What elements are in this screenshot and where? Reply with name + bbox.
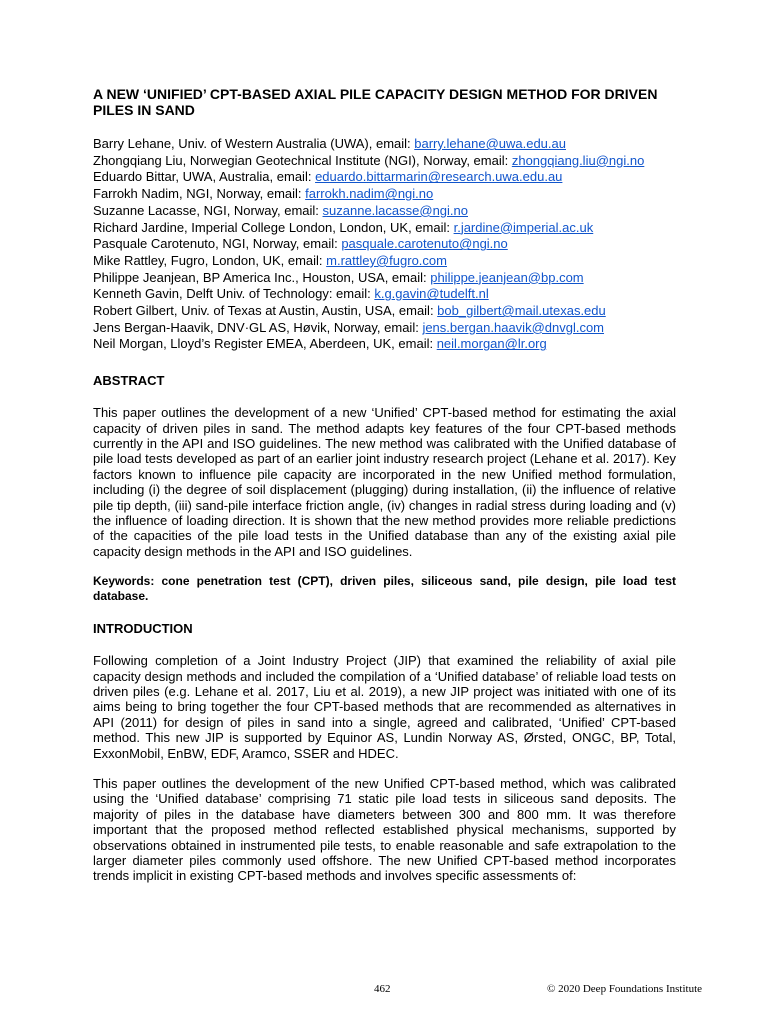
author-line <box>93 169 676 186</box>
author-affiliation: Kenneth Gavin, Delft Univ. of Technology: email: <box>93 286 375 302</box>
author-line <box>93 236 676 253</box>
introduction-paragraph: Following completion of a Joint Industry Project (JIP) that examined the reliability of axial pile capacity design methods and included the compilation of a ‘Unified database’ of reliable load tests on driven piles (e.g. Lehane et al. 2017, Liu et al. 2019), a new JIP project was initiated with one of its aims being to bring together the four CPT-based methods that are recommended as alternatives in API (2011) for design of piles in sand into a single, agreed and calibrated, ‘Unified’ CPT-based method. This new JIP is supported by Equinor AS, Lundin Norway AS, Ørsted, ONGC, BP, Total, ExxonMobil, EnBW, EDF, Aramco, SSER and HDEC. <box>93 653 676 761</box>
author-email-link[interactable]: neil.morgan@lr.org <box>436 336 547 352</box>
author-line <box>93 270 676 287</box>
abstract-text: This paper outlines the development of a new ‘Unified’ CPT-based method for estimating the axial capacity of driven piles in sand. The method adapts key features of the four CPT-based methods currently in the API and ISO guidelines. The new method was calibrated with the Unified database of pile load tests developed as part of an earlier joint industry research project (Lehane et al. 2017). Key factors known to influence pile capacity are incorporated in the new Unified method formulation, including (i) the degree of soil displacement (plugging) during installation, (ii) the influence of relative pile tip depth, (iii) sand-pile interface friction angle, (iv) changes in radial stress during loading and (v) the influence of loading direction. It is shown that the new method provides more reliable predictions of the capacities of the pile load tests in the Unified database than any of the existing axial pile capacity design methods in the API and ISO guidelines. <box>93 405 676 559</box>
author-email-link[interactable]: pasquale.carotenuto@ngi.no <box>341 236 508 252</box>
author-affiliation: Neil Morgan, Lloyd’s Register EMEA, Aberdeen, UK, email: <box>93 336 437 352</box>
author-affiliation: Robert Gilbert, Univ. of Texas at Austin, Austin, USA, email: <box>93 303 438 319</box>
author-affiliation: Richard Jardine, Imperial College London, London, UK, email: <box>93 219 454 235</box>
author-line <box>93 220 676 237</box>
author-affiliation: Philippe Jeanjean, BP America Inc., Houston, USA, email: <box>93 269 431 285</box>
author-affiliation: Jens Bergan-Haavik, DNV·GL AS, Høvik, Norway, email: <box>93 319 423 335</box>
author-email-link[interactable]: m.rattley@fugro.com <box>326 252 447 268</box>
author-line <box>93 153 676 170</box>
author-affiliation: Barry Lehane, Univ. of Western Australia (UWA), email: <box>93 136 415 151</box>
author-list <box>93 136 676 353</box>
abstract-heading: ABSTRACT <box>93 373 165 389</box>
paper-page <box>93 86 676 899</box>
author-affiliation: Pasquale Carotenuto, NGI, Norway, email: <box>93 236 342 252</box>
author-line <box>93 320 676 337</box>
author-line <box>93 253 676 270</box>
author-email-link[interactable]: zhongqiang.liu@ngi.no <box>511 152 645 168</box>
author-email-link[interactable]: k.g.gavin@tudelft.nl <box>374 286 489 302</box>
introduction-heading: INTRODUCTION <box>93 621 193 637</box>
author-line <box>93 303 676 320</box>
author-email-link[interactable]: farrokh.nadim@ngi.no <box>305 186 434 202</box>
author-email-link[interactable]: r.jardine@imperial.ac.uk <box>453 219 594 235</box>
author-email-link[interactable]: eduardo.bittarmarin@research.uwa.edu.au <box>315 169 563 185</box>
author-email-link[interactable]: bob_gilbert@mail.utexas.edu <box>437 303 606 319</box>
author-affiliation: Eduardo Bittar, UWA, Australia, email: <box>93 169 316 185</box>
author-line <box>93 186 676 203</box>
copyright-notice: © 2020 Deep Foundations Institute <box>547 983 703 995</box>
author-affiliation: Mike Rattley, Fugro, London, UK, email: <box>93 252 327 268</box>
author-affiliation: Farrokh Nadim, NGI, Norway, email: <box>93 186 306 202</box>
author-line <box>93 336 676 353</box>
introduction-paragraph: This paper outlines the development of the new Unified CPT-based method, which was calibrated using the ‘Unified database’ comprising 71 static pile load tests in siliceous sand deposits. The majority of piles in the database have diameters between 300 and 800 mm. It was therefore important that the proposed method reflected established physical mechanisms, supported by observations obtained in instrumented pile tests, to enable reasonable and safe extrapolation to the larger diameter piles commonly used offshore. The new Unified CPT-based method incorporates trends implicit in existing CPT-based methods and involves specific assessments of: <box>93 776 676 884</box>
author-line <box>93 203 676 220</box>
page-number: 462 <box>374 983 391 995</box>
author-email-link[interactable]: suzanne.lacasse@ngi.no <box>322 202 468 218</box>
author-email-link[interactable]: philippe.jeanjean@bp.com <box>430 269 584 285</box>
author-line <box>93 286 676 303</box>
author-affiliation: Suzanne Lacasse, NGI, Norway, email: <box>93 202 323 218</box>
keywords: Keywords: cone penetration test (CPT), driven piles, siliceous sand, pile design, pile load test database. <box>93 574 676 604</box>
paper-title: A NEW ‘UNIFIED’ CPT-BASED AXIAL PILE CAPACITY DESIGN METHOD FOR DRIVEN PILES IN SAND <box>93 86 658 118</box>
author-email-link[interactable]: barry.lehane@uwa.edu.au <box>414 136 566 151</box>
author-line <box>93 136 676 153</box>
author-email-link[interactable]: jens.bergan.haavik@dnvgl.com <box>422 319 605 335</box>
author-affiliation: Zhongqiang Liu, Norwegian Geotechnical Institute (NGI), Norway, email: <box>93 152 512 168</box>
